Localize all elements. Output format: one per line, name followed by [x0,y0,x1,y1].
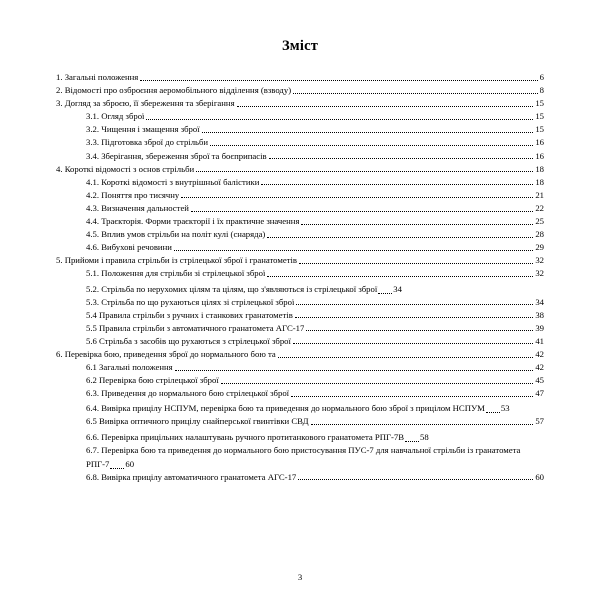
toc-entry-label: 3.4. Зберігання, збереження зброї та боєприпасів [86,150,267,161]
toc-leader-dots [191,211,533,212]
toc-leader-dots [299,263,533,264]
toc-entry-label: 4.2. Поняття про тисячну [86,189,180,200]
toc-entry-page: 34 [393,283,402,294]
toc-leader-dots [237,106,534,107]
toc-leader-dots [221,383,534,384]
toc-leader-dots [293,93,538,94]
toc-entry[interactable] [86,322,544,334]
toc-entry[interactable] [86,361,544,373]
toc-entry-page: 15 [535,124,544,135]
toc-entry-page: 22 [535,202,544,213]
toc-leader-dots [196,171,533,172]
toc-entry-page: 57 [535,416,544,427]
toc-entry[interactable] [86,176,544,188]
toc-entry-page: 18 [535,163,544,174]
toc-entry-label: 5.2. Стрільба по нерухомих цілям та цілям, що з'являються із стрілецької зброї [86,283,378,294]
toc-entry-page: 15 [535,98,544,109]
toc-leader-dots [174,250,533,251]
toc-entry-page: 42 [535,348,544,359]
toc-entry-page: 60 [535,471,544,482]
toc-entry-label: 6.6. Перевірка прицільних налаштувань ручного протитанкового гранатомета РПГ-7В [86,431,405,442]
toc-entry-page: 60 [125,458,135,469]
toc-leader-dots [210,145,533,146]
toc-leader-dots [296,304,533,305]
toc-leader-dots [306,330,533,331]
toc-entry-page: 39 [535,322,544,333]
toc-entry-page: 38 [535,309,544,320]
toc-entry-label: 6.4. Вивірка прицілу НСПУМ, перевірка бою та приведення до нормального бою зброї з прицілом НСПУМ [86,403,485,414]
toc-entry[interactable] [86,429,544,443]
toc-entry-label: 2. Відомості про озброєння аеромобільного відділення (взводу) [56,85,292,96]
toc-entry-label: 4. Короткі відомості з основ стрільби [56,163,195,174]
toc-entry-label: 4.5. Вплив умов стрільби на політ кулі (снаряда) [86,229,266,240]
toc-entry-label: 5. Прийоми і правила стрільби із стрілецької зброї і гранатометів [56,255,298,266]
toc-entry[interactable] [86,136,544,148]
toc-leader-dots [405,429,419,442]
toc-entry-label: 4.6. Вибухові речовини [86,242,172,253]
toc-entry-label: 4.3. Визначення дальностей [86,202,189,213]
toc-entry-page: 16 [535,150,544,161]
toc-entry-label: 4.1. Короткі відомості з внутрішньої балістики [86,176,260,187]
toc-entry-page: 25 [535,216,544,227]
toc-entry-page: 53 [500,403,510,414]
toc-entry[interactable] [86,281,544,295]
toc-entry-label: 3. Догляд за зброєю, її збереження та зберігання [56,98,235,109]
toc-entry[interactable] [86,415,544,427]
toc-entry-page: 21 [535,189,544,200]
toc-entry-label: 5.5 Правила стрільби з автоматичного гранатомета АГС-17 [86,322,305,333]
toc-entry[interactable] [86,309,544,321]
toc-leader-dots [291,396,533,397]
toc-entry[interactable] [86,374,544,386]
toc-entry-page: 15 [535,111,544,122]
toc-entry-page: 45 [535,375,544,386]
toc-entry[interactable] [86,189,544,201]
toc-entry-label: 6.1 Загальні положення [86,362,173,373]
toc-entry-page: 18 [535,176,544,187]
toc-entry-page: 34 [535,296,544,307]
toc-entry-label: 1. Загальні положення [56,72,139,82]
toc-entry[interactable] [56,84,544,96]
toc-entry[interactable] [86,267,544,279]
toc-entry-page: 16 [535,137,544,148]
toc-leader-dots [261,184,533,185]
toc-leader-dots [175,370,534,371]
toc-entry[interactable] [56,97,544,109]
toc-leader-dots [269,158,534,159]
toc-entry-page: 47 [535,388,544,399]
toc-entry-label: 6.2 Перевірка бою стрілецької зброї [86,375,219,386]
toc-entry-label: 3.2. Чищення і змащення зброї [86,124,200,135]
toc-entry-label: 4.4. Траєкторія. Форми траєкторії і їх практичне значення [86,216,300,227]
toc-leader-dots [146,119,533,120]
toc-entry-label: 6. Перевірка бою, приведення зброї до нормального бою та [56,348,276,359]
toc-leader-dots [267,237,533,238]
toc-entry-label: 5.4 Правила стрільби з ручних і станкових гранатометів [86,309,293,320]
toc-leader-dots [181,197,533,198]
toc-entry[interactable] [86,215,544,227]
toc-leader-dots [486,400,500,413]
toc-entry[interactable] [86,123,544,135]
toc-entry-label: 6.8. Вивірка прицілу автоматичного гранатомета АГС-17 [86,471,297,482]
toc-leader-dots [267,276,533,277]
toc-entry-page: 32 [535,255,544,266]
footer-page-number: 3 [297,572,303,582]
toc-entry[interactable] [86,335,544,347]
toc-leader-dots [140,80,537,81]
toc-leader-dots [110,456,124,469]
toc-leader-dots [293,343,533,344]
toc-entry-label: 6.5 Вивірка оптичного прицілу снайперської гвинтівки СВД [86,416,309,427]
table-of-contents [56,71,544,483]
toc-leader-dots [301,224,533,225]
toc-entry-page: 41 [535,335,544,346]
toc-entry[interactable] [86,228,544,240]
toc-entry-label: 5.6 Стрільба з засобів що рухаються з стрілецької зброї [86,335,291,346]
toc-leader-dots [295,317,533,318]
toc-entry-page: 32 [535,268,544,279]
toc-entry-label: 6.3. Приведення до нормального бою стрілецької зброї [86,388,290,399]
toc-leader-dots [378,281,392,294]
toc-entry-label: 5.1. Положення для стрільби зі стрілецької зброї [86,268,266,279]
toc-entry-page: 58 [420,431,429,442]
toc-entry-page: 6 [539,72,544,82]
toc-entry[interactable] [86,241,544,253]
toc-entry[interactable] [86,471,544,483]
toc-entry-label: 5.3. Стрільба по що рухаються цілях зі стрілецької зброї [86,296,295,307]
toc-entry-label: 3.3. Підготовка зброї до стрільби [86,137,209,148]
toc-entry[interactable] [56,163,544,175]
toc-entry-page: 28 [535,229,544,240]
toc-leader-dots [278,357,534,358]
toc-entry[interactable] [86,150,544,162]
toc-entry-page: 8 [539,85,544,96]
page-title: Зміст [281,38,319,54]
toc-entry[interactable] [56,348,544,360]
toc-entry[interactable] [56,254,544,266]
toc-leader-dots [202,132,534,133]
toc-entry[interactable] [86,296,544,308]
toc-entry[interactable] [86,202,544,214]
toc-entry-label: 3.1. Огляд зброї [86,111,145,122]
toc-entry[interactable] [86,400,544,414]
toc-entry[interactable] [56,71,544,83]
toc-entry-page: 29 [535,242,544,253]
toc-leader-dots [311,424,534,425]
toc-entry-label: 6.7. Перевірка бою та приведення до нормального бою пристосування ПУС-7 для навчальної стрільби із гранатомета РПГ-7 [86,444,521,469]
toc-entry[interactable] [86,110,544,122]
toc-entry-page: 42 [535,362,544,373]
toc-entry[interactable] [86,444,544,470]
toc-leader-dots [298,479,533,480]
toc-entry[interactable] [86,387,544,399]
